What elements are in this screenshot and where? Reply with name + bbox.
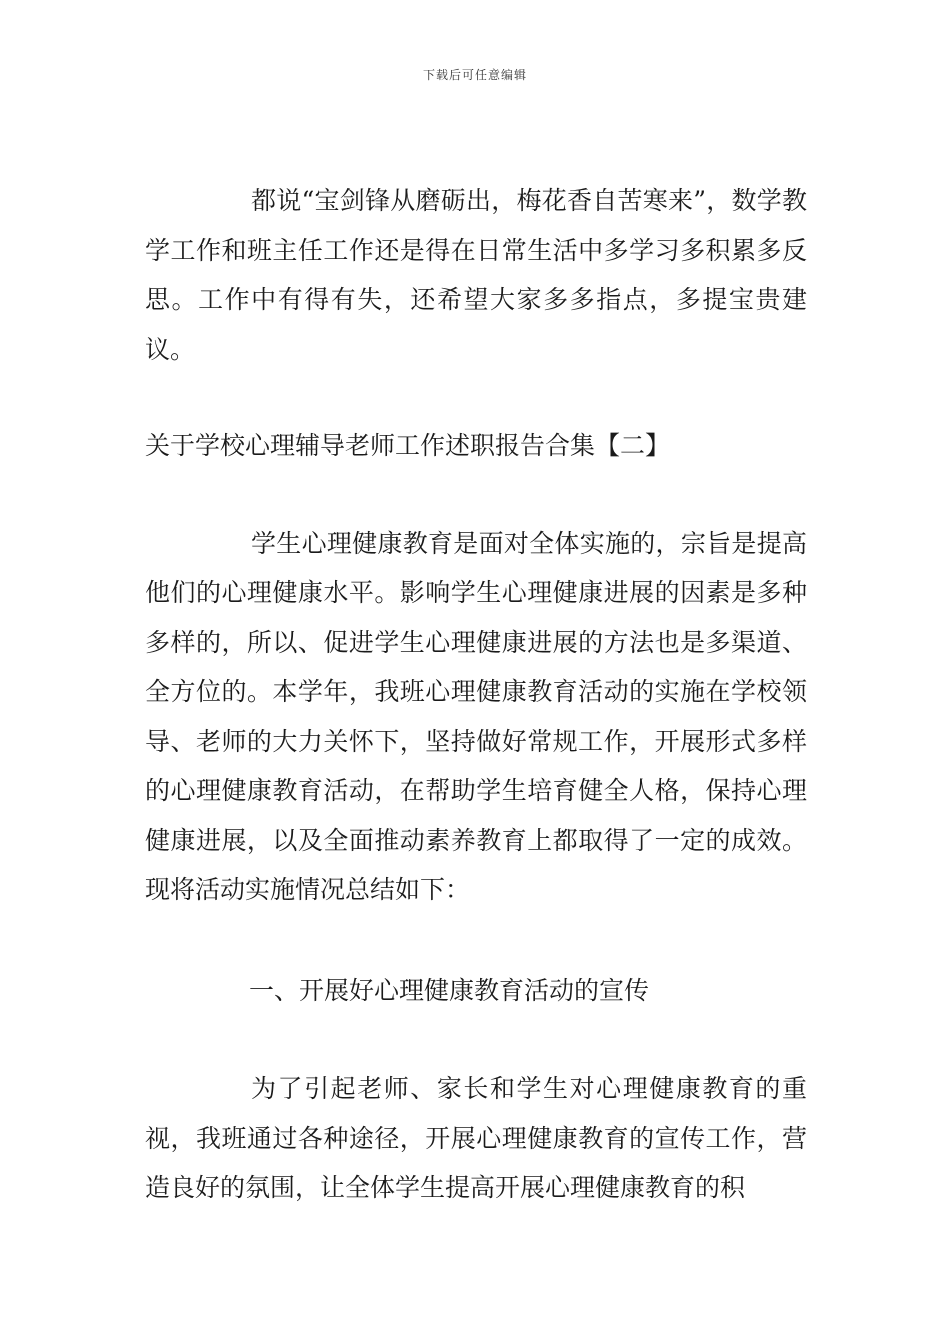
paragraph-gap (145, 374, 807, 421)
section-title: 关于学校心理辅导老师工作述职报告合集【二】 (145, 431, 671, 460)
paragraph-gap (145, 471, 807, 519)
paragraph-publicity: 为了引起老师、家长和学生对心理健康教育的重视，我班通过各种途径，开展心理健康教育的宣传工作，营造良好的氛围，让全体学生提高开展心理健康教育的积 (145, 1074, 807, 1202)
document-body (145, 176, 807, 1213)
subsection-heading: 一、开展好心理健康教育活动的宣传 (249, 975, 650, 1005)
paragraph-intro: 学生心理健康教育是面对全体实施的，宗旨是提高他们的心理健康水平。影响学生心理健康进展的因素是多种多样的，所以、促进学生心理健康进展的方法也是多渠道、全方位的。本学年，我班心理健康教育活动的实施在学校领导、老师的大力关怀下，坚持做好常规工作，开展形式多样的心理健康教育活动，在帮助学生培育健全人格，保持心理健康进展，以及全面推动素养教育上都取得了一定的成效。现将活动实施情况总结如下： (145, 528, 807, 904)
header-note: 下载后可任意编辑 (422, 68, 527, 82)
paragraph-gap (145, 915, 807, 966)
paragraph-closing: 都说“宝剑锋从磨砺出，梅花香自苦寒来”，数学教学工作和班主任工作还是得在日常生活中多学习多积累多反思。工作中有得有失，还希望大家多多指点，多提宝贵建议。 (145, 186, 807, 364)
paragraph-gap (145, 1015, 807, 1064)
